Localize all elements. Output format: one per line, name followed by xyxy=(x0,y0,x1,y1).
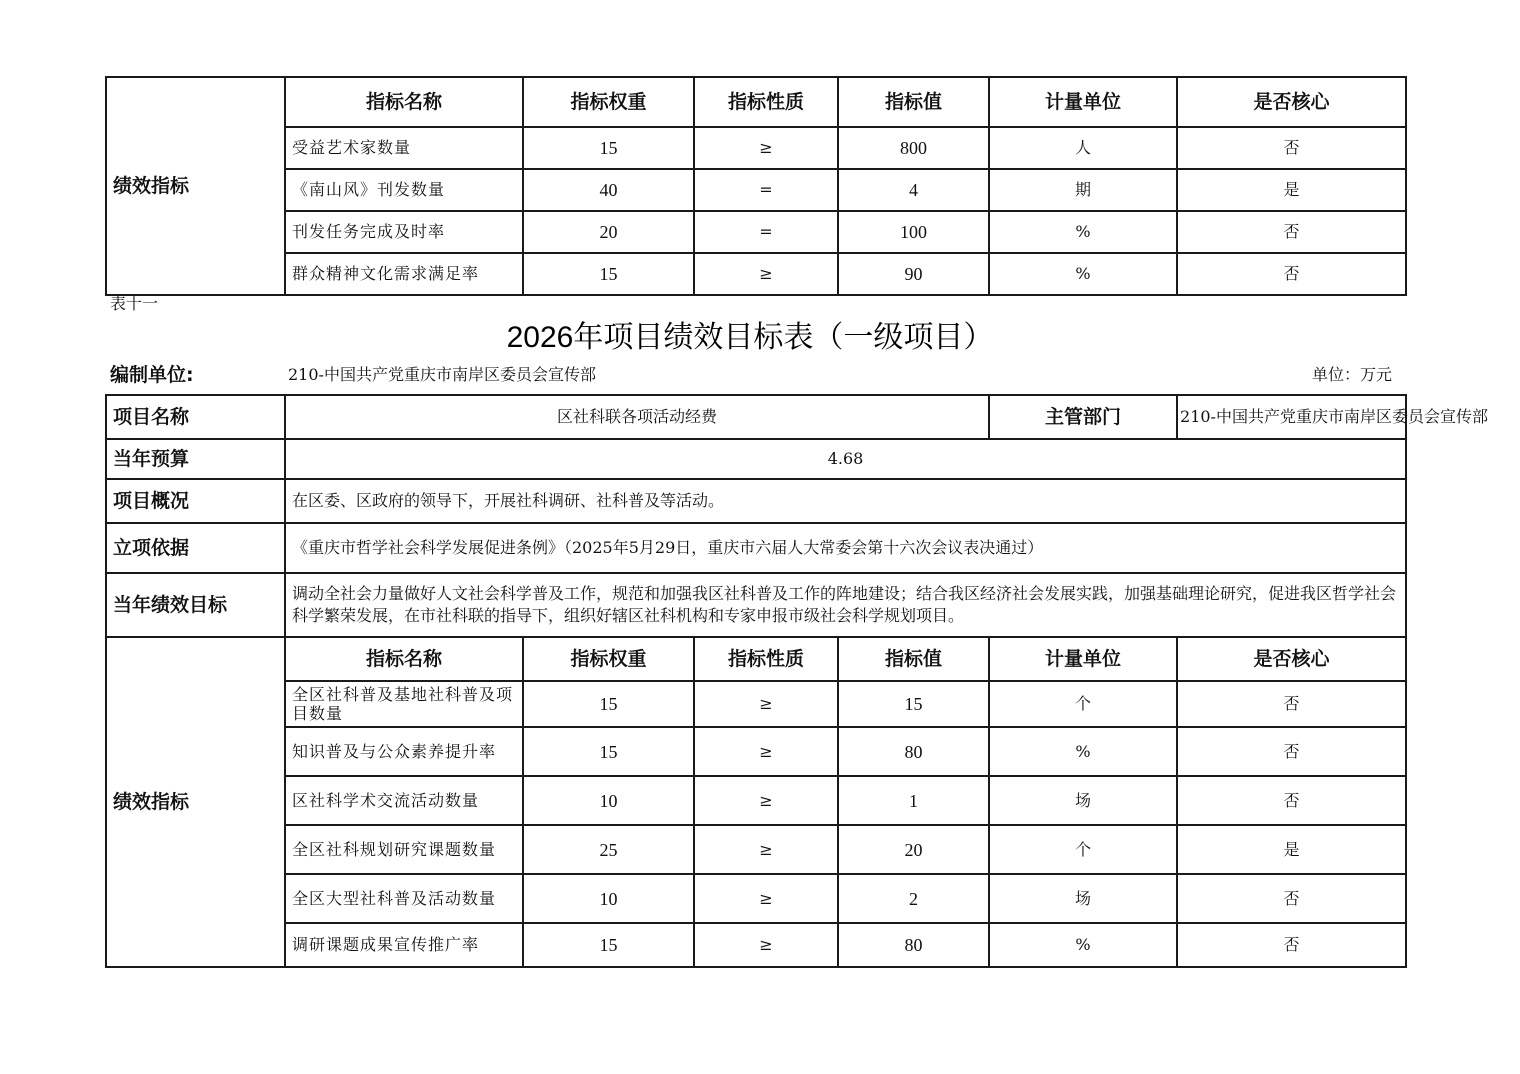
indicator-core: 否 xyxy=(1177,874,1406,923)
main-header-name: 指标名称 xyxy=(285,637,523,681)
main-header-unit: 计量单位 xyxy=(989,637,1177,681)
indicator-nature: ≥ xyxy=(694,874,838,923)
indicator-core: 是 xyxy=(1177,169,1406,211)
indicator-nature: ≥ xyxy=(694,825,838,874)
budget-value: 4.68 xyxy=(285,439,1406,479)
indicator-name: 全区社科普及基地社科普及项目数量 xyxy=(285,681,523,727)
main-section-label: 绩效指标 xyxy=(106,637,285,967)
top-header-name: 指标名称 xyxy=(285,77,523,127)
indicator-weight: 10 xyxy=(523,874,694,923)
indicator-name: 群众精神文化需求满足率 xyxy=(285,253,523,295)
table-number-label: 表十一 xyxy=(110,294,159,313)
indicator-core: 否 xyxy=(1177,923,1406,967)
indicator-name: 全区大型社科普及活动数量 xyxy=(285,874,523,923)
budget-label: 当年预算 xyxy=(106,439,285,479)
indicator-unit: % xyxy=(989,727,1177,776)
indicator-nature: ≥ xyxy=(694,681,838,727)
indicator-value: 15 xyxy=(838,681,989,727)
table-row xyxy=(106,825,1406,874)
project-table xyxy=(105,394,1488,968)
indicator-value: 80 xyxy=(838,727,989,776)
indicator-weight: 20 xyxy=(523,211,694,253)
indicator-value: 90 xyxy=(838,253,989,295)
table-row xyxy=(106,253,1406,295)
table-row xyxy=(106,776,1406,825)
main-header-value: 指标值 xyxy=(838,637,989,681)
indicator-unit: 场 xyxy=(989,776,1177,825)
indicator-weight: 15 xyxy=(523,681,694,727)
indicator-name: 《南山风》刊发数量 xyxy=(285,169,523,211)
project-name-label: 项目名称 xyxy=(106,395,285,439)
indicator-name: 区社科学术交流活动数量 xyxy=(285,776,523,825)
indicator-unit: 场 xyxy=(989,874,1177,923)
indicator-core: 否 xyxy=(1177,681,1406,727)
goal-value: 调动全社会力量做好人文社会科学普及工作，规范和加强我区社科普及工作的阵地建设；结合我区经济社会发展实践，加强基础理论研究，促进我区哲学社会科学繁荣发展，在市社科联的指导下，组织好辖区社科机构和专家申报市级社会科学规划项目。 xyxy=(285,573,1406,637)
indicator-unit: 个 xyxy=(989,681,1177,727)
basis-label: 立项依据 xyxy=(106,523,285,573)
indicator-weight: 40 xyxy=(523,169,694,211)
overview-label: 项目概况 xyxy=(106,479,285,523)
indicator-value: 4 xyxy=(838,169,989,211)
table-row xyxy=(106,681,1406,727)
indicator-weight: 25 xyxy=(523,825,694,874)
indicator-weight: 15 xyxy=(523,727,694,776)
indicator-name: 受益艺术家数量 xyxy=(285,127,523,169)
indicator-unit: 人 xyxy=(989,127,1177,169)
top-header-nature: 指标性质 xyxy=(694,77,838,127)
indicator-core: 否 xyxy=(1177,776,1406,825)
indicator-nature: ≥ xyxy=(694,727,838,776)
indicator-nature: ≥ xyxy=(694,127,838,169)
indicator-value: 2 xyxy=(838,874,989,923)
indicator-value: 1 xyxy=(838,776,989,825)
indicator-name: 全区社科规划研究课题数量 xyxy=(285,825,523,874)
indicator-unit: 期 xyxy=(989,169,1177,211)
indicator-value: 20 xyxy=(838,825,989,874)
indicator-unit: % xyxy=(989,923,1177,967)
indicator-weight: 15 xyxy=(523,253,694,295)
dept-value: 210-中国共产党重庆市南岸区委员会宣传部 xyxy=(1177,395,1406,439)
table-row xyxy=(106,727,1406,776)
indicator-value: 100 xyxy=(838,211,989,253)
indicator-unit: % xyxy=(989,253,1177,295)
top-header-weight: 指标权重 xyxy=(523,77,694,127)
indicator-name: 知识普及与公众素养提升率 xyxy=(285,727,523,776)
basis-value: 《重庆市哲学社会科学发展促进条例》（2025年5月29日，重庆市六届人大常委会第十六次会议表决通过） xyxy=(285,523,1406,573)
indicator-weight: 15 xyxy=(523,127,694,169)
compile-unit-label: 编制单位: xyxy=(110,364,194,386)
indicator-value: 80 xyxy=(838,923,989,967)
indicator-weight: 10 xyxy=(523,776,694,825)
page-title: 2026年项目绩效目标表（一级项目） xyxy=(506,321,994,354)
top-indicator-table xyxy=(105,76,1407,296)
top-header-core: 是否核心 xyxy=(1177,77,1406,127)
main-header-core: 是否核心 xyxy=(1177,637,1406,681)
indicator-unit: 个 xyxy=(989,825,1177,874)
table-row xyxy=(106,127,1406,169)
indicator-core: 否 xyxy=(1177,211,1406,253)
indicator-nature: ≥ xyxy=(694,253,838,295)
indicator-nature: = xyxy=(694,169,838,211)
top-header-value: 指标值 xyxy=(838,77,989,127)
indicator-nature: ≥ xyxy=(694,776,838,825)
overview-value: 在区委、区政府的领导下，开展社科调研、社科普及等活动。 xyxy=(285,479,1406,523)
top-section-label: 绩效指标 xyxy=(106,77,285,295)
indicator-name: 刊发任务完成及时率 xyxy=(285,211,523,253)
indicator-nature: ≥ xyxy=(694,923,838,967)
compile-unit-value: 210-中国共产党重庆市南岸区委员会宣传部 xyxy=(288,365,596,384)
indicator-core: 否 xyxy=(1177,127,1406,169)
table-row xyxy=(106,211,1406,253)
indicator-name: 调研课题成果宣传推广率 xyxy=(285,923,523,967)
indicator-nature: = xyxy=(694,211,838,253)
indicator-weight: 15 xyxy=(523,923,694,967)
table-row xyxy=(106,923,1406,967)
main-header-nature: 指标性质 xyxy=(694,637,838,681)
goal-label: 当年绩效目标 xyxy=(106,573,285,637)
currency-unit-label: 单位：万元 xyxy=(1312,365,1393,384)
project-name-value: 区社科联各项活动经费 xyxy=(285,395,989,439)
indicator-value: 800 xyxy=(838,127,989,169)
top-header-unit: 计量单位 xyxy=(989,77,1177,127)
indicator-core: 否 xyxy=(1177,253,1406,295)
indicator-core: 是 xyxy=(1177,825,1406,874)
main-header-weight: 指标权重 xyxy=(523,637,694,681)
table-row xyxy=(106,169,1406,211)
dept-label: 主管部门 xyxy=(989,395,1177,439)
indicator-core: 否 xyxy=(1177,727,1406,776)
indicator-unit: % xyxy=(989,211,1177,253)
table-row xyxy=(106,874,1406,923)
